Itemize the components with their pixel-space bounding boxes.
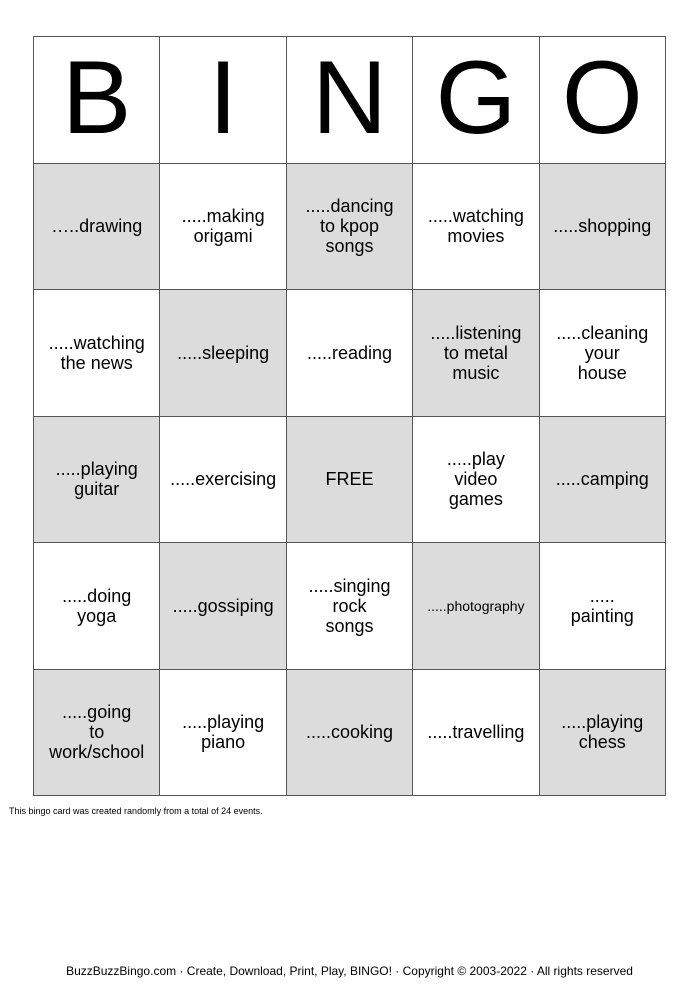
event-text: .....cleaning your house — [556, 322, 649, 383]
event-text: .....exercising — [170, 469, 277, 490]
bingo-cell — [160, 670, 286, 797]
bingo-cell — [540, 670, 666, 797]
bingo-cell — [540, 417, 666, 544]
event-text: .....sleeping — [177, 342, 270, 363]
bingo-cell — [160, 164, 286, 291]
event-text: .....play video games — [446, 449, 505, 510]
event-text: .....watching the news — [48, 332, 145, 373]
bingo-cell — [287, 290, 413, 417]
event-text: .....reading — [306, 342, 393, 363]
bingo-cell — [160, 417, 286, 544]
bingo-cell — [160, 543, 286, 670]
bingo-cell — [540, 290, 666, 417]
bingo-cell — [413, 164, 539, 291]
free-space-text: FREE — [325, 469, 374, 490]
event-text: ..... painting — [570, 585, 634, 626]
event-text: .....playing guitar — [55, 459, 138, 500]
bingo-cell — [34, 417, 160, 544]
event-text: .....cooking — [305, 722, 394, 743]
bingo-cell — [413, 543, 539, 670]
bingo-cell — [540, 543, 666, 670]
bingo-cell — [413, 290, 539, 417]
bingo-cell — [34, 164, 160, 291]
header-cell-g — [413, 37, 539, 164]
bingo-cell — [34, 670, 160, 797]
event-text: .....singing rock songs — [308, 575, 391, 636]
header-letter: N — [311, 39, 388, 156]
header-letter: I — [208, 39, 238, 156]
header-cell-i — [160, 37, 286, 164]
bingo-cell — [287, 670, 413, 797]
bingo-cell — [34, 543, 160, 670]
card-note: This bingo card was created randomly from a total of 24 events. — [9, 806, 263, 816]
event-text: .....travelling — [427, 722, 525, 743]
bingo-cell — [34, 290, 160, 417]
bingo-board — [33, 36, 666, 796]
event-text: .....making origami — [181, 206, 265, 247]
page-footer: BuzzBuzzBingo.com · Create, Download, Print, Play, BINGO! · Copyright © 2003-2022 · All rights reserved — [66, 964, 633, 978]
header-letter: O — [561, 39, 643, 156]
header-letter: B — [62, 39, 132, 156]
event-text: .....playing chess — [561, 712, 644, 753]
event-text: .....camping — [555, 469, 649, 490]
header-letter: G — [435, 39, 517, 156]
event-text: .....playing piano — [182, 712, 265, 753]
event-text: .....listening to metal music — [430, 322, 522, 383]
event-text: …..drawing — [51, 216, 143, 237]
bingo-cell — [160, 290, 286, 417]
header-cell-n — [287, 37, 413, 164]
bingo-cell — [540, 164, 666, 291]
bingo-cell — [413, 417, 539, 544]
event-text: .....doing yoga — [62, 585, 132, 626]
event-text: .....photography — [427, 597, 525, 614]
event-text: .....gossiping — [172, 595, 274, 616]
event-text: .....shopping — [553, 216, 652, 237]
bingo-cell — [413, 670, 539, 797]
bingo-cell — [287, 543, 413, 670]
event-text: .....dancing to kpop songs — [305, 196, 394, 257]
header-cell-b — [34, 37, 160, 164]
event-text: .....watching movies — [427, 206, 524, 247]
bingo-cell — [287, 164, 413, 291]
event-text: .....going to work/school — [49, 702, 145, 763]
free-cell — [287, 417, 413, 544]
header-cell-o — [540, 37, 666, 164]
